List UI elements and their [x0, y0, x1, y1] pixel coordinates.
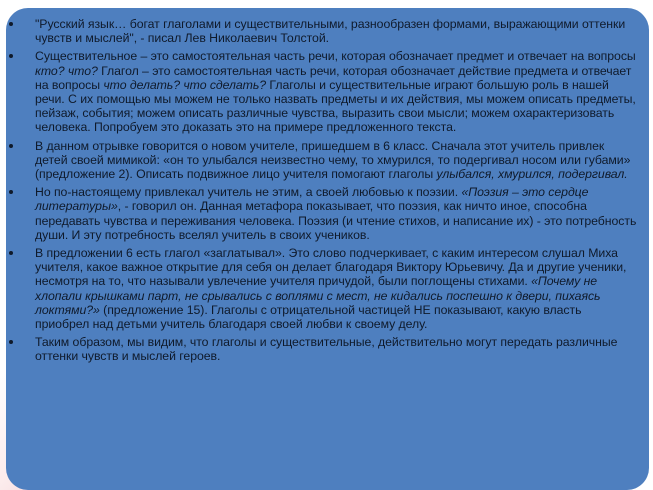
bullet-icon: [9, 340, 13, 344]
paragraph-2: [22, 49, 637, 134]
paragraph-2-text: Глагол – это самостоятельная часть речи, которая обозначает действие предмета и отвечает на вопросы: [35, 63, 632, 92]
paragraph-2-italic: что делать? что сделать?: [103, 77, 267, 92]
paragraph-2-italic: кто? что?: [35, 63, 98, 78]
bullet-icon: [9, 251, 13, 255]
bullet-list: [22, 17, 637, 368]
paragraph-4-text: Но по-настоящему привлекал учитель не этим, а своей любовью к поэзии.: [35, 185, 462, 200]
paragraph-4: [22, 185, 637, 242]
bullet-icon: [9, 190, 13, 194]
paragraph-6: [22, 335, 637, 363]
bullet-icon: [9, 22, 13, 26]
bullet-icon: [9, 144, 13, 148]
bullet-icon: [9, 54, 13, 58]
paragraph-1: [22, 17, 637, 45]
paragraph-4-italic: «Поэзия – это сердце литературы»: [35, 185, 589, 214]
paragraph-3: [22, 139, 637, 182]
paragraph-5: [22, 246, 637, 331]
paragraph-5-italic: «Почему не хлопали крышками парт, не срывались с воплями с мест, не кидались поспешно к двери, пихаясь локтями?»: [35, 274, 601, 317]
paragraph-5-text: В предложении 6 есть глагол «заглатывал». Это слово подчеркивает, с каким интересом слушал Миха учителя, какое важное открытие для себя он делает благодаря Виктору Юрьевичу. Да и другие ученики, несмотря на то, что называли увлечение учителя причудой, были поглощены стихами.: [35, 246, 627, 289]
paragraph-2-text: Глаголы и существительные играют большую роль в нашей речи. С их помощью мы можем не только назвать предметы и их действия, мы можем описать предметы, пейзаж, события; можем описать различные чувства, выразить свои мысли; можем охарактеризовать человека. Попробуем это доказать это на примере предложенного текста.: [35, 77, 636, 135]
paragraph-4-text: , - говорил он. Данная метафора показывает, что поэзия, как ничто иное, способна передавать чувства и переживания человека. Поэзия (и чтение стихов, и написание их) - это потребность души. И эту потребность вселял учитель в своих учеников.: [35, 199, 637, 242]
text-panel: [6, 8, 649, 490]
paragraph-5-text: (предложение 15). Глаголы с отрицательной частицей НЕ показывают, какую власть приобрел над детьми учитель благодаря своей любви к своему делу.: [35, 302, 582, 332]
paragraph-3-text: В данном отрывке говорится о новом учителе, пришедшем в 6 класс. Сначала этот учитель привлек детей своей мимикой: «он то улыбался неизвестно чему, то хмурился, то подергивал носом или губами» (предложение 2). Описать подвижное лицо учителя помогают глаголы: [35, 138, 631, 182]
paragraph-6-text: Таким образом, мы видим, что глаголы и существительные, действительно могут передать различные оттенки чувств и мыслей героев.: [35, 335, 618, 364]
paragraph-1-text: "Русский язык… богат глаголами и существительными, разнообразен формами, выражающими оттенки чувств и мыслей", - писал Лев Николаевич Толстой.: [35, 17, 626, 46]
paragraph-2-text: Существительное – это самостоятельная часть речи, которая обозначает предмет и отвечает на вопросы: [35, 49, 636, 64]
paragraph-3-italic: улыбался, хмурился, подергивал.: [436, 167, 628, 182]
